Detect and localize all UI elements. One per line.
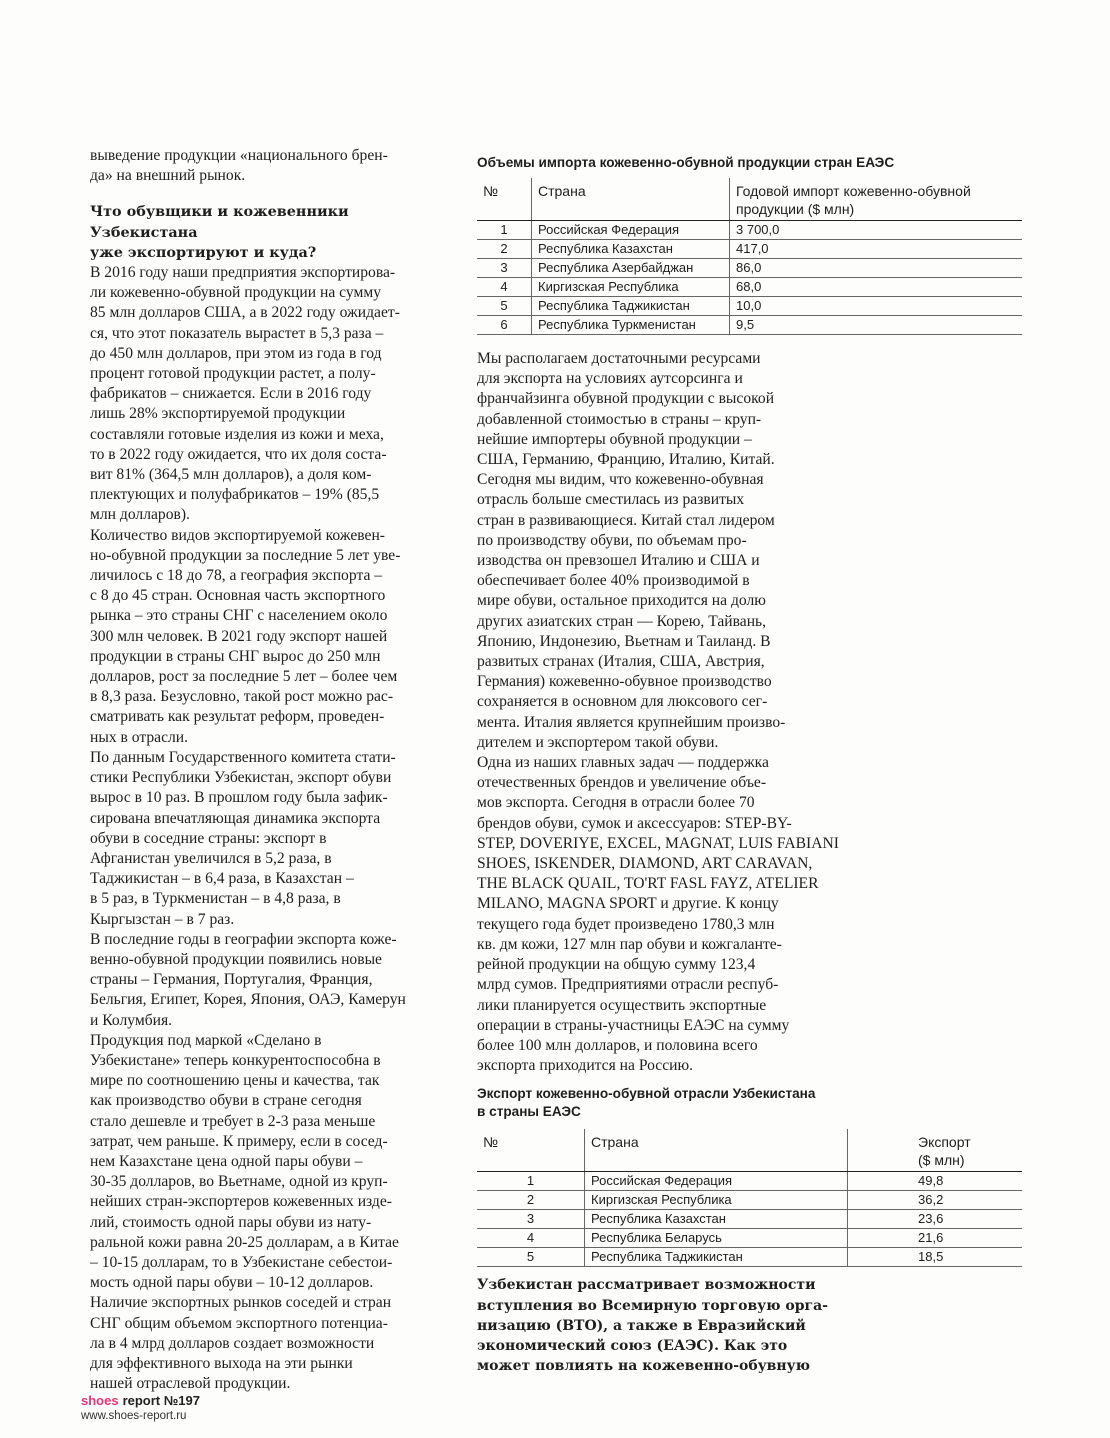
export-table-title: Экспорт кожевенно-обувной отрасли Узбекистана в страны ЕАЭС	[477, 1086, 816, 1120]
row-country: Республика Азербайджан	[532, 259, 730, 278]
row-number: 6	[477, 316, 532, 335]
row-number: 2	[477, 240, 532, 259]
row-country: Республика Казахстан	[532, 240, 730, 259]
table-header-row	[477, 178, 1022, 221]
import-table-title: Объемы импорта кожевенно-обувной продукции стран ЕАЭС	[477, 155, 895, 170]
row-country: Республика Беларусь	[585, 1229, 848, 1248]
row-number: 1	[477, 221, 532, 240]
table-header-row	[477, 1129, 1022, 1172]
paragraph: В 2016 году наши предприятия экспортирова- ли кожевенно-обувной продукции на сумму 85 млн долларов США, а в 2022 году ожидает- ся, что этот показатель вырастет в 5,3 раза – до 450 млн долларов, при этом из года в год процент готовой продукции растет, а полу- фабрикатов – снижается. Если в 2016 году лишь 28% экспортируемой продукции составляли готовые изделия из кожи и меха, то в 2022 году ожидается, что их доля соста- вит 81% (364,5 млн долларов), а доля ком- плектующих и полуфабрикатов – 19% (85,5 млн долларов).	[90, 264, 400, 524]
section-heading: Что обувщики и кожевенники Узбекистана уже экспортируют и куда?	[90, 203, 349, 261]
paragraph: Наличие экспортных рынков соседей и стран СНГ общим объемом экспортного потенциа- ла в 4 млрд долларов создает возможности для эффективного выхода на эти рынки нашей отраслевой продукции.	[90, 1294, 392, 1393]
row-value: 86,0	[730, 259, 1023, 278]
column-header-export: Экспорт ($ млн)	[848, 1129, 1023, 1172]
row-value: 9,5	[730, 316, 1023, 335]
row-country: Республика Казахстан	[585, 1210, 848, 1229]
page-footer	[81, 1392, 200, 1423]
column-header-number: №	[477, 178, 532, 221]
row-number: 3	[477, 1210, 585, 1229]
paragraph: В последние годы в географии экспорта коже- венно-обувной продукции появились новые страны – Германия, Португалия, Франция, Бельгия, Египет, Корея, Япония, ОАЭ, Камерун и Колумбия.	[90, 930, 406, 1029]
table-row	[477, 240, 1022, 259]
table-row	[477, 221, 1022, 240]
row-number: 4	[477, 1229, 585, 1248]
closing-heading: Узбекистан рассматривает возможности вступления во Всемирную торговую орга- низацию (ВТО), а также в Евразийский экономический союз (ЕАЭС). Как это может повлиять на кожевенно-обувную	[477, 1277, 828, 1375]
brand-logo: shoes	[81, 1393, 119, 1408]
paragraph: Количество видов экспортируемой кожевен- но-обувной продукции за последние 5 лет уве- личилось с 18 до 78, а география экспорта – с 8 до 45 стран. Основная часть экспортного рынка – это страны СНГ с населением около 300 млн человек. В 2021 году экспорт нашей продукции в страны СНГ вырос до 250 млн долларов, рост за последние 5 лет – более чем в 8,3 раза. Безусловно, такой рост можно рас- сматривать как результат реформ, проведен- ных в отрасли.	[90, 526, 401, 746]
row-value: 3 700,0	[730, 221, 1023, 240]
table-row	[477, 1248, 1022, 1267]
row-value: 49,8	[848, 1172, 1023, 1191]
row-number: 2	[477, 1191, 585, 1210]
table-row	[477, 259, 1022, 278]
column-header-country: Страна	[585, 1129, 848, 1172]
left-column	[90, 146, 440, 1394]
website-url: www.shoes-report.ru	[81, 1410, 187, 1422]
column-header-country: Страна	[532, 178, 730, 221]
row-value: 417,0	[730, 240, 1023, 259]
row-value: 36,2	[848, 1191, 1023, 1210]
row-country: Российская Федерация	[532, 221, 730, 240]
row-country: Киргизская Республика	[585, 1191, 848, 1210]
row-number: 1	[477, 1172, 585, 1191]
column-header-number: №	[477, 1129, 585, 1172]
table-row	[477, 278, 1022, 297]
row-country: Российская Федерация	[585, 1172, 848, 1191]
row-value: 23,6	[848, 1210, 1023, 1229]
intro-text: выведение продукции «национального брен- да» на внешний рынок.	[90, 147, 388, 185]
row-value: 21,6	[848, 1229, 1023, 1248]
row-value: 10,0	[730, 297, 1023, 316]
row-value: 18,5	[848, 1248, 1023, 1267]
paragraph: По данным Государственного комитета стати- стики Республики Узбекистан, экспорт обуви вырос в 10 раз. В прошлом году была зафик- сирована впечатляющая динамика экспорта обуви в соседние страны: экспорт в Афганистан увеличился в 5,2 раза, в Таджикистан – в 6,4 раза, в Казахстан – в 5 раз, в Туркменистан – в 4,8 раза, в Кыргызстан – в 7 раз.	[90, 748, 396, 928]
paragraph: Продукция под маркой «Сделано в Узбекистане» теперь конкурентоспособна в мире по соотношению цены и качества, так как производство обуви в стране сегодня стало дешевле и требует в 2-3 раза меньше затрат, чем раньше. К примеру, если в сосед- нем Казахстане цена одной пары обуви – 30-35 долларов, во Вьетнаме, одной из круп- нейших стран-экспортеров кожевенных изде- лий, стоимость одной пары обуви из нату- ральной кожи равна 20-25 долларам, а в Китае – 10-15 долларам, то в Узбекистане себестои- мость одной пары обуви – 10-12 долларов.	[90, 1031, 399, 1292]
import-table	[477, 178, 1022, 335]
paragraph: Мы располагаем достаточными ресурсами для экспорта на условиях аутсорсинга и франчайзинга обувной продукции с высокой добавленной стоимостью в страны – круп- нейшие импортеры обувной продукции – США, Германию, Францию, Италию, Китай. Сегодня мы видим, что кожевенно-обувная отрасль больше сместилась из развитых стран в развивающиеся. Китай стал лидером по производству обуви, по объемам про- изводства он превзошел Италию и США и обеспечивает более 40% производимой в мире обуви, остальное приходится на долю других азиатских стран — Корею, Тайвань, Японию, Индонезию, Вьетнам и Таиланд. В развитых странах (Италия, США, Австрия, Германия) кожевенно-обувное производство сохраняется в основном для люксового сег- мента. Италия является крупнейшим произво- дителем и экспортером такой обуви.	[477, 350, 786, 751]
table-row	[477, 1210, 1022, 1229]
row-country: Киргизская Республика	[532, 278, 730, 297]
row-number: 4	[477, 278, 532, 297]
row-number: 3	[477, 259, 532, 278]
row-number: 5	[477, 1248, 585, 1267]
row-value: 68,0	[730, 278, 1023, 297]
row-country: Республика Таджикистан	[585, 1248, 848, 1267]
paragraph: Одна из наших главных задач — поддержка отечественных брендов и увеличение объе- мов экспорта. Сегодня в отрасли более 70 брендов обуви, сумок и аксессуаров: STEP-BY- STEP, DOVERIYE, EXCEL, MAGNAT, LUIS FABIANI SHOES, ISKENDER, DIAMOND, ART CARAVAN, THE BLACK QUAIL, TO'RT FASL FAYZ, ATELIER MILANO, MAGNA SPORT и другие. К концу текущего года будет произведено 1780,3 млн кв. дм кожи, 127 млн пар обуви и кожгаланте- рейной продукции на общую сумму 123,4 млрд сумов. Предприятиями отрасли респуб- лики планируется осуществить экспортные операции в страны-участницы ЕАЭС на сумму более 100 млн долларов, и половина всего экспорта приходится на Россию.	[477, 754, 839, 1075]
column-header-import: Годовой импорт кожевенно-обувной продукции ($ млн)	[730, 178, 1023, 221]
right-text-block	[477, 349, 1037, 1076]
table-row	[477, 1172, 1022, 1191]
row-number: 5	[477, 297, 532, 316]
row-country: Республика Таджикистан	[532, 297, 730, 316]
right-column	[477, 154, 1037, 1376]
row-country: Республика Туркменистан	[532, 316, 730, 335]
table-row	[477, 297, 1022, 316]
issue-label: report №197	[122, 1393, 200, 1408]
table-row	[477, 1229, 1022, 1248]
table-row	[477, 1191, 1022, 1210]
table-row	[477, 316, 1022, 335]
export-table	[477, 1129, 1022, 1267]
